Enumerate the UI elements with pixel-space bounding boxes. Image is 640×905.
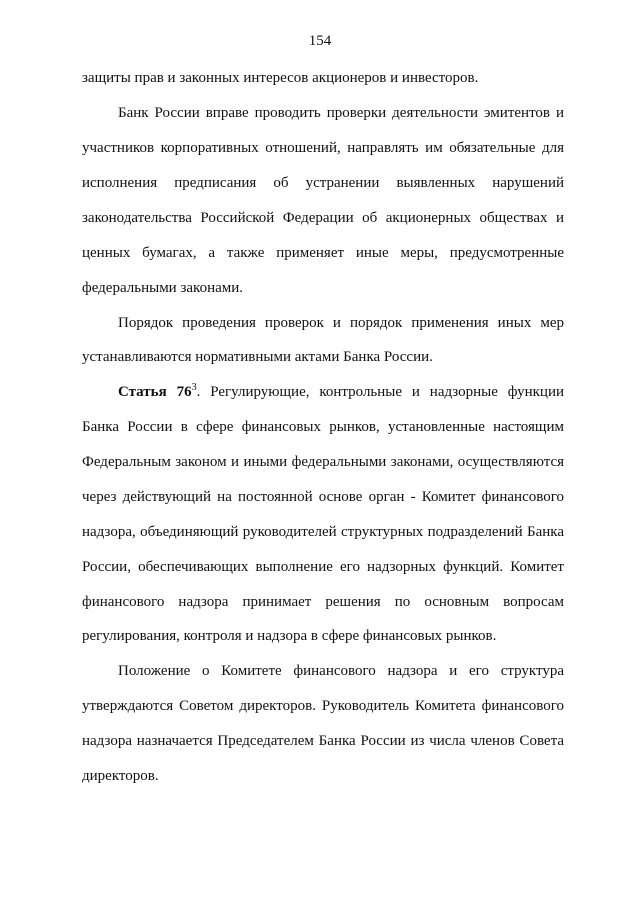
text-line: федеральными законами. (82, 280, 244, 296)
text-line: России, обеспечивающих выполнение его надзорных функций. Комитет (82, 559, 564, 575)
text-line: устанавливаются нормативными актами Банка России. (82, 349, 433, 365)
text-line: через действующий на постоянной основе орган - Комитет финансового (82, 489, 564, 505)
article-heading-line (118, 383, 564, 401)
text-line: исполнения предписания об устранении выявленных нарушений (82, 175, 564, 191)
text-line: законодательства Российской Федерации об акционерных обществах и (82, 210, 564, 226)
text-line: Порядок проведения проверок и порядок применения иных мер (118, 315, 564, 331)
text-line: финансового надзора принимает решения по основным вопросам (82, 594, 564, 610)
text-line: утверждаются Советом директоров. Руководитель Комитета финансового (82, 698, 564, 714)
text-line: надзора, объединяющий руководителей структурных подразделений Банка (82, 524, 564, 540)
text-line: ценных бумагах, а также применяет иные меры, предусмотренные (82, 245, 564, 261)
text-line: надзора назначается Председателем Банка России из числа членов Совета (82, 733, 564, 749)
text-line: Банка России в сфере финансовых рынков, установленные настоящим (82, 419, 564, 435)
article-superscript: 3 (191, 382, 197, 393)
article-text: . Регулирующие, контрольные и надзорные функции (196, 384, 564, 400)
text-line: Федеральным законом и иными федеральными законами, осуществляются (82, 454, 564, 470)
text-line: регулирования, контроля и надзора в сфере финансовых рынков. (82, 628, 497, 644)
text-line: директоров. (82, 768, 159, 784)
article-title: Статья 76 (118, 384, 192, 400)
text-line: участников корпоративных отношений, направлять им обязательные для (82, 140, 564, 156)
text-line: Положение о Комитете финансового надзора и его структура (118, 663, 564, 679)
page-number: 154 (308, 33, 332, 49)
text-line: Банк России вправе проводить проверки деятельности эмитентов и (118, 105, 564, 121)
text-line: защиты прав и законных интересов акционеров и инвесторов. (82, 70, 479, 86)
